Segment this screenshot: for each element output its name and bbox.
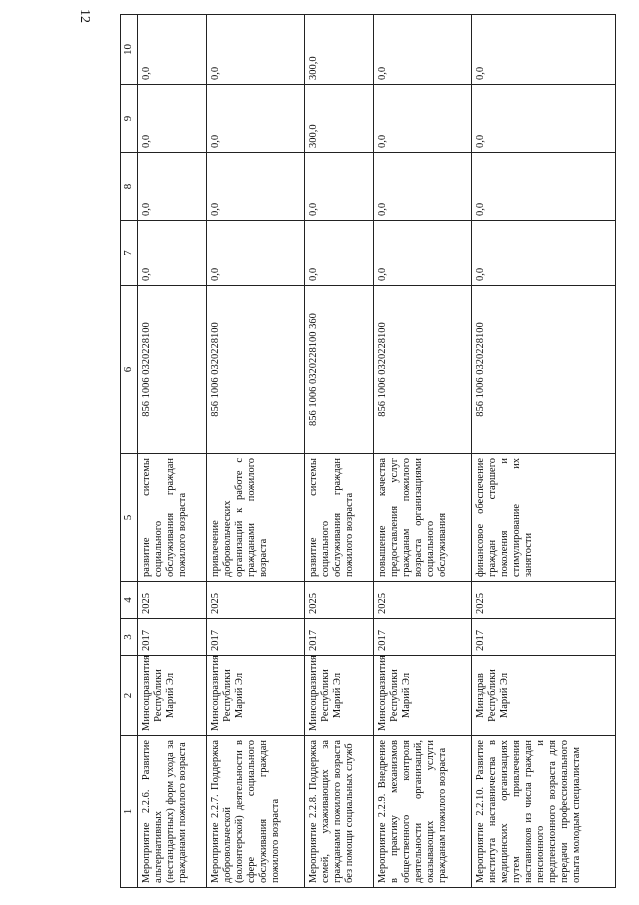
end-year-cell: 2025 [472, 582, 616, 619]
header-cell: 5 [121, 454, 138, 582]
value-cell: 0,0 [305, 153, 374, 221]
budget-code-cell: 856 1006 0320228100 [472, 286, 616, 454]
value-cell: 0,0 [373, 153, 472, 221]
program-table [120, 14, 616, 888]
header-cell: 4 [121, 582, 138, 619]
end-year-cell: 2025 [305, 582, 374, 619]
result-cell: повышение качества предоставления услуг гражданам пожилого возраста организациями социального обслуживания [373, 454, 472, 582]
rotated-table-container [120, 15, 616, 888]
value-cell: 0,0 [472, 15, 616, 85]
header-row [121, 15, 138, 888]
header-cell: 9 [121, 85, 138, 153]
table-row [373, 15, 472, 888]
value-cell: 0,0 [373, 85, 472, 153]
value-cell: 0,0 [206, 85, 305, 153]
event-cell: Мероприятие 2.2.7. Поддержка добровольческой (волонтерской) деятельности в сфере социального обслуживания граждан пожилого возраста [206, 736, 305, 888]
end-year-cell: 2025 [138, 582, 207, 619]
result-cell: финансовое обеспечение граждан старшего поколения и стимулирование их занятости [472, 454, 616, 582]
value-cell: 0,0 [472, 85, 616, 153]
budget-code-cell: 856 1006 0320228100 [206, 286, 305, 454]
value-cell: 0,0 [472, 221, 616, 286]
end-year-cell: 2025 [206, 582, 305, 619]
budget-code-cell: 856 1006 0320228100 [138, 286, 207, 454]
value-cell: 0,0 [138, 153, 207, 221]
start-year-cell: 2017 [472, 619, 616, 656]
value-cell: 0,0 [472, 153, 616, 221]
event-cell: Мероприятие 2.2.9. Внедрение в практику механизмов общественного контроля деятельности организаций, оказывающих услуги гражданам пожилого возраста [373, 736, 472, 888]
table-row [138, 15, 207, 888]
start-year-cell: 2017 [373, 619, 472, 656]
table-row [472, 15, 616, 888]
budget-code-cell: 856 1006 0320228100 [373, 286, 472, 454]
start-year-cell: 2017 [305, 619, 374, 656]
event-cell: Мероприятие 2.2.6. Развитие альтернативных (нестандартных) форм ухода за гражданами пожилого возраста [138, 736, 207, 888]
executor-cell: Минсоцразвития Республики Марий Эл [206, 656, 305, 736]
event-cell: Мероприятие 2.2.10. Развитие института наставничества в медицинских организациях путем привлечения наставников из числа граждан пенсионного и предпенсионного возраста для передачи профессионального опыта молодым специалистам [472, 736, 616, 888]
header-cell: 3 [121, 619, 138, 656]
page-number: 12 [77, 9, 92, 23]
value-cell: 300,0 [305, 15, 374, 85]
value-cell: 0,0 [305, 221, 374, 286]
value-cell: 0,0 [138, 221, 207, 286]
header-cell: 1 [121, 736, 138, 888]
executor-cell: Минсоцразвития Республики Марий Эл [138, 656, 207, 736]
budget-code-cell: 856 1006 0320228100 360 [305, 286, 374, 454]
header-cell: 6 [121, 286, 138, 454]
value-cell: 0,0 [206, 221, 305, 286]
result-cell: развитие системы социального обслуживания граждан пожилого возраста [138, 454, 207, 582]
value-cell: 0,0 [206, 15, 305, 85]
header-cell: 8 [121, 153, 138, 221]
result-cell: привлечение добровольческих организаций к работе с гражданами пожилого возраста [206, 454, 305, 582]
value-cell: 0,0 [373, 221, 472, 286]
event-cell: Мероприятие 2.2.8. Поддержка семей, ухаживающих за гражданами пожилого возраста без помощи социальных служб [305, 736, 374, 888]
header-cell: 2 [121, 656, 138, 736]
start-year-cell: 2017 [206, 619, 305, 656]
value-cell: 0,0 [138, 85, 207, 153]
executor-cell: Минсоцразвития Республики Марий Эл [305, 656, 374, 736]
header-cell: 7 [121, 221, 138, 286]
value-cell: 0,0 [373, 15, 472, 85]
end-year-cell: 2025 [373, 582, 472, 619]
result-cell: развитие системы социального обслуживания граждан пожилого возраста [305, 454, 374, 582]
table-row [206, 15, 305, 888]
value-cell: 0,0 [206, 153, 305, 221]
executor-cell: Минсоцразвития Республики Марий Эл [373, 656, 472, 736]
table-row [305, 15, 374, 888]
start-year-cell: 2017 [138, 619, 207, 656]
header-cell: 10 [121, 15, 138, 85]
executor-cell: Минздрав Республики Марий Эл [472, 656, 616, 736]
value-cell: 300,0 [305, 85, 374, 153]
value-cell: 0,0 [138, 15, 207, 85]
